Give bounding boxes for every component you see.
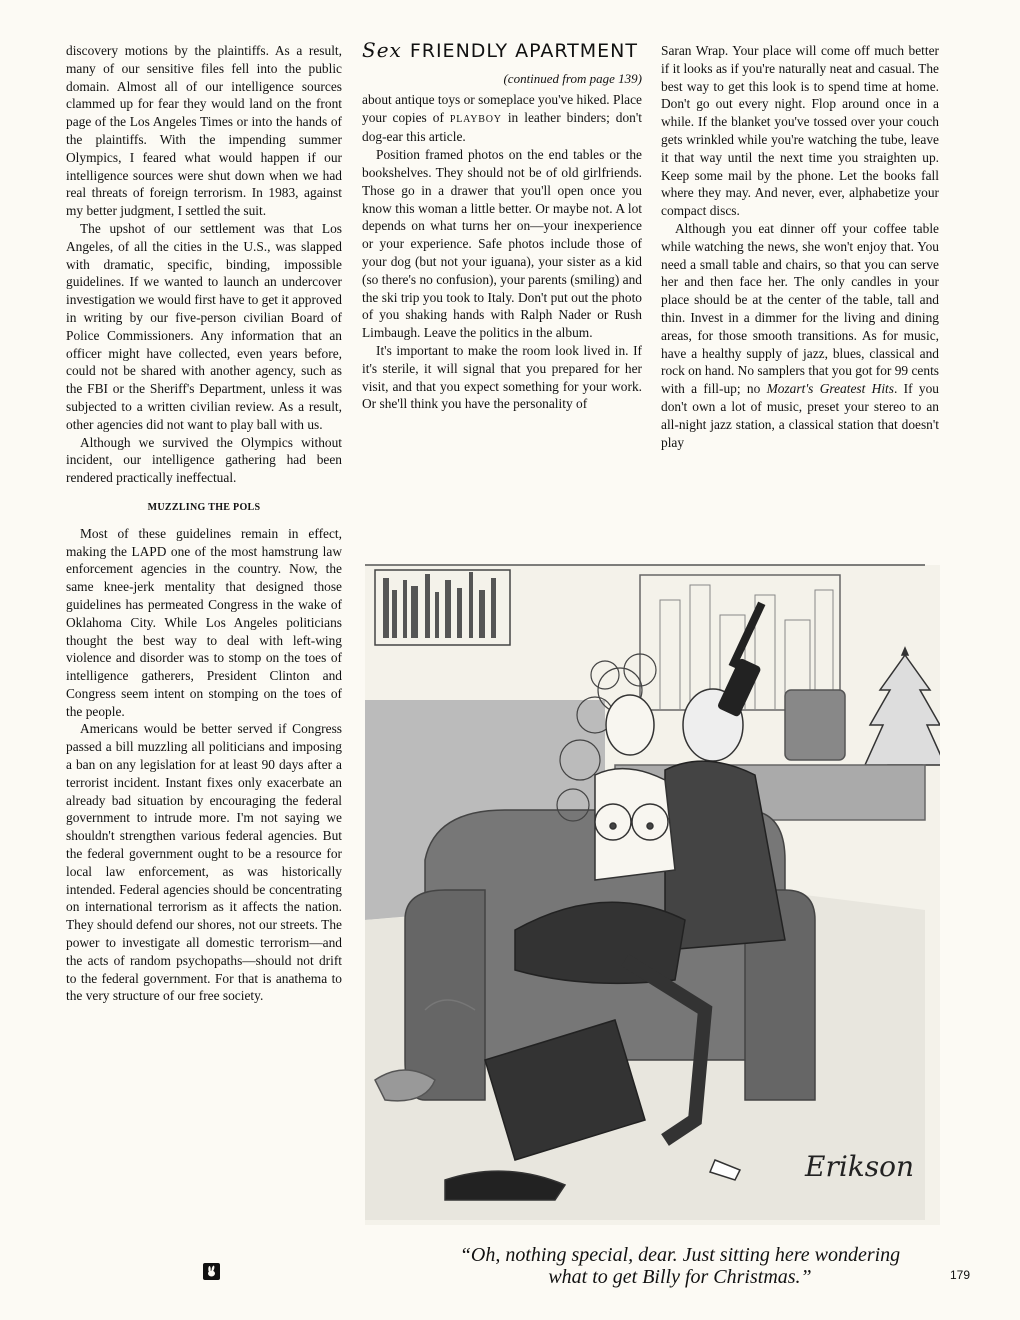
- article-column-2: [362, 38, 643, 413]
- paragraph: The upshot of our settlement was that Los Angeles, of all the cities in the U.S., was slapped with dramatic, specific, binding, impossible guidelines. If we wanted to launch an undercover investigation we would first have to get it approved in writing by our five-person civilian Board of Police Commissioners. Any information that an officer might have collected, even years before, could not be shared with another agency, such as the FBI or the Sheriff's Department, unless it was subjected to a written civilian review. As a result, other agencies did not want to play ball with us.: [66, 220, 342, 432]
- paragraph: [362, 91, 642, 146]
- text-run: Although you eat dinner off your coffee table while watching the news, she won't enjoy that. You need a small table and chairs, so that you can serve her and then face her. The only candles in your place should be at the center of the table, tall and thin. Invest in a dimmer for the living and dining areas, for those smooth transitions. As for music, have a healthy supply of jazz, blues, classical and rock on hand. No samplers that you got for 99 cents with a fill-up; no: [661, 220, 939, 397]
- caption-line: “Oh, nothing special, dear. Just sitting here wondering: [459, 1244, 901, 1266]
- section-subhead: MUZZLING THE POLS: [147, 501, 261, 513]
- text-run: about antique toys or someplace you've hiked. Place your copies of: [362, 91, 642, 125]
- paragraph: discovery motions by the plaintiffs. As a result, many of our sensitive files fell into the public domain. Almost all of our intelligence sources clammed up for fear they would land on the front page of the Los Angeles Times or into the hands of the plaintiffs. With the impending summer Olympics, I feared what would happen if our intelligence sources were shut down when we had real threats of foreign terrorism. In 1983, against my better judgment, I settled the suit.: [66, 43, 342, 219]
- article-column-1: [66, 42, 342, 1005]
- paragraph: Americans would be better served if Congress passed a bill muzzling all politicians and imposing a ban on any legislation for at least 90 days after a terrorist incident. Instant fixes only exacerbate an already bad situation by encouraging the federal government to intrude more. I'm not saying we shouldn't strengthen various federal agencies. But the federal government ought to be a resource for local law enforcement, as was historically intended. Federal agencies should be concentrating on international terrorism as it affects the nation. They should defend our shores, not our streets. The power to investigate all domestic terrorism—and the acts of random psychopaths—should not drift to the federal government. For that is anathema to the very structure of our free society.: [66, 721, 342, 1004]
- cartoon-illustration: [365, 560, 940, 1230]
- article-headline: [362, 38, 642, 68]
- caption-line: what to get Billy for Christmas.”: [548, 1266, 812, 1288]
- paragraph: Most of these guidelines remain in effect, making the LAPD one of the most hamstrung law enforcement agencies in the country. Now, the same knee-jerk mentality that designed those guidelines has permeated Congress in the wake of Oklahoma City. While Los Angeles politicians thought the best way to deal with left-wing violence and disorder was to stomp on the toes of intelligence gatherers, President Clinton and Congress seem intent on stomping on the toes of the people.: [66, 525, 342, 719]
- article-column-3: [661, 42, 939, 451]
- paragraph: Saran Wrap. Your place will come off much better if it looks as if you're naturally neat and casual. The best way to get this look is to spend time at home. Don't go out every night. Flop around once in a while. If the blanket you've tossed over your couch gets wrinkled while you're watching the tube, leave it that way until the next time you straighten up. Keep some mail by the phone. Let the books fall where they may. And never, ever, alphabetize your compact discs.: [661, 43, 939, 219]
- headline-title: FRIENDLY APARTMENT: [409, 40, 638, 62]
- album-title: Mozart's Greatest Hits: [766, 381, 894, 397]
- playboy-bunny-end-mark-icon: [203, 1263, 220, 1280]
- paragraph: It's important to make the room look lived in. If it's sterile, it will signal that you prepared for her visit, and that you expect something for your work. Or she'll think you have the personality of: [362, 342, 642, 412]
- page-number: 179: [950, 1268, 971, 1282]
- text-run: . If you don't own a lot of music, preset your stereo to an all-night jazz station, a classical station that doesn't play: [661, 381, 939, 450]
- cartoon-caption: [380, 1244, 980, 1288]
- magazine-name: PLAYBOY: [449, 113, 502, 125]
- continued-line: (continued from page 139): [503, 71, 642, 86]
- artist-signature: Erikson: [805, 1150, 915, 1183]
- paragraph: Although we survived the Olympics without incident, our intelligence gathering had been rendered practically ineffectual.: [66, 434, 342, 486]
- paragraph: [661, 220, 939, 451]
- paragraph: Position framed photos on the end tables or the bookshelves. They should not be of old girlfriends. Those go in a drawer that you'll open once you know this woman a little better. Or maybe not. A lot depends on what turns her on—your inexperience or your experience. Safe photos include those of your dog (but not your iguana), your sister as a kid (so there's no confusion), your parents (smiling) and the ski trip you took to Italy. Don't put out the photo of you shaking hands with Ralph Nader or Rush Limbaugh. Leave the politics in the album.: [362, 147, 642, 341]
- text-run: in leather binders; don't dog-ear this article.: [362, 109, 643, 145]
- headline-script-word: Sex: [362, 38, 402, 62]
